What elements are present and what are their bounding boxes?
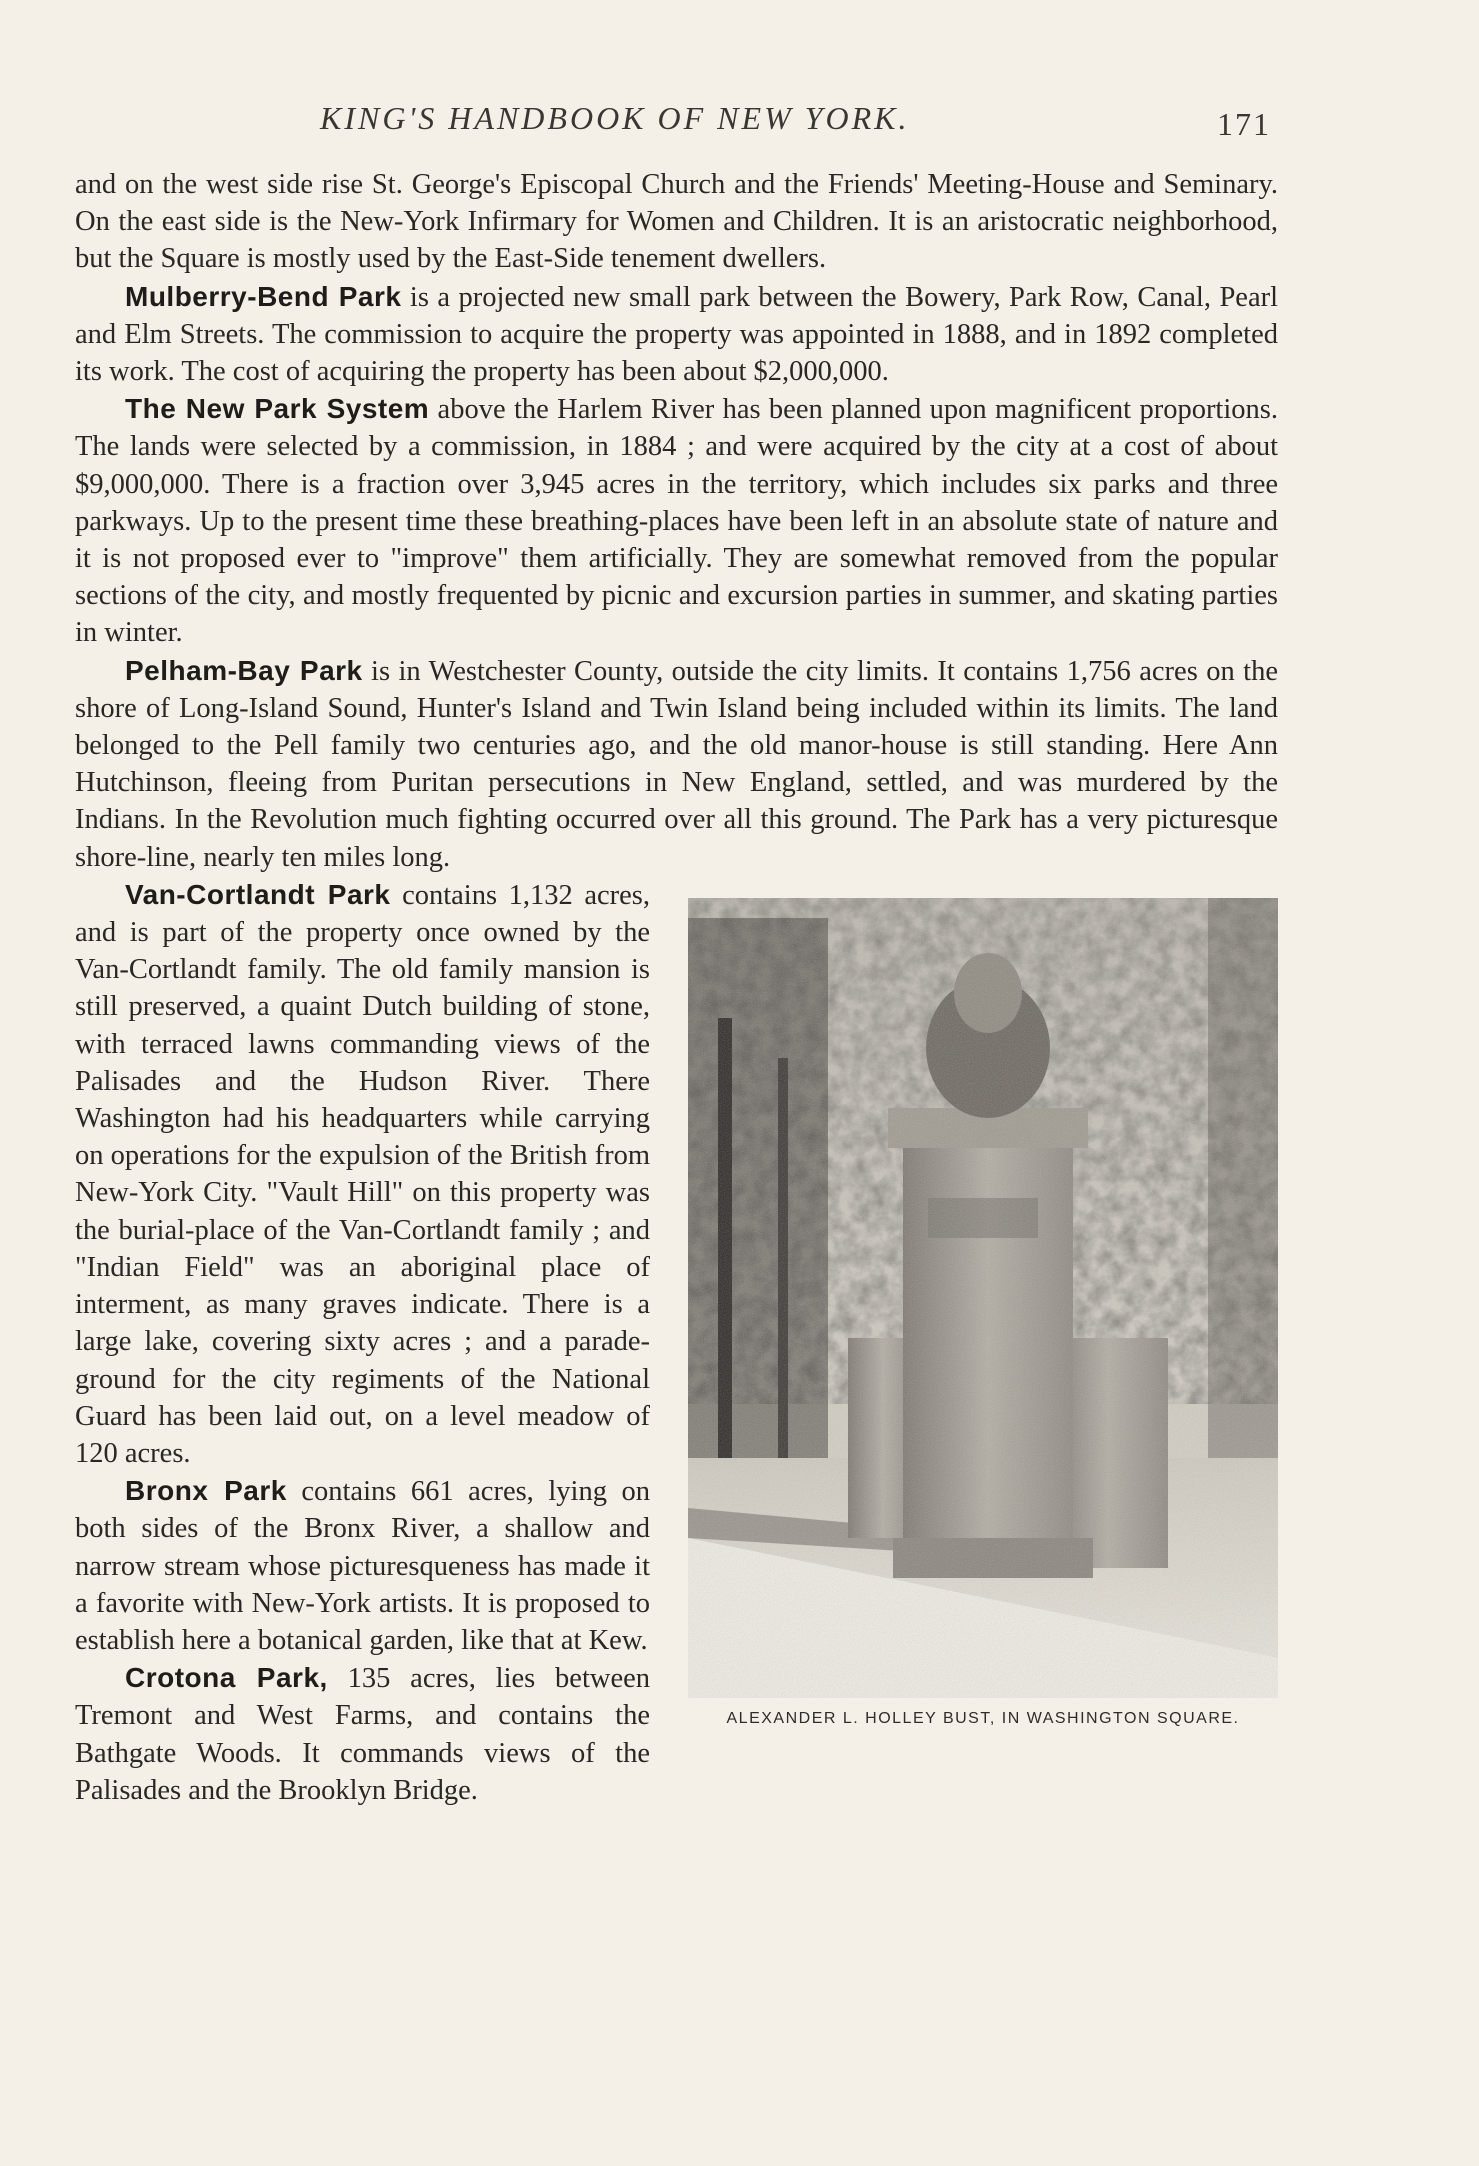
running-header: [0, 100, 1479, 150]
paragraph-van-cortlandt-park: Van-Cortlandt Park contains 1,132 acres, and is part of the property once owned by the Van-Cortlandt family. The old family mansion is still preserved, a quaint Dutch building of stone, with terraced lawns commanding views of the Palisades and the Hudson River. There Washington had his headquarters while carrying on operations for the expulsion of the British from New-York City. "Vault Hill" on this property was the burial-place of the Van-Cortlandt family ; and "Indian Field" was an aboriginal place of interment, as many graves indicate. There is a large lake, covering sixty acres ; and a parade-ground for the city regiments of the National Guard has been laid out, on a level meadow of 120 acres.: [75, 878, 650, 1469]
section-heading: Van-Cortlandt Park: [125, 878, 391, 910]
halftone-grain: [688, 898, 1278, 1698]
section-heading: Crotona Park,: [125, 1662, 328, 1694]
paragraph-bronx-park: Bronx Park contains 661 acres, lying on both sides of the Bronx River, a shallow and narrow stream whose picturesqueness has made it a favorite with New-York artists. It is proposed to establish here a botanical garden, like that at Kew.: [75, 1475, 650, 1656]
page-number: 171: [1217, 106, 1271, 142]
figure-holley-bust: [688, 898, 1278, 1738]
figure-caption: ALEXANDER L. HOLLEY BUST, IN WASHINGTON SQUARE.: [726, 1709, 1240, 1727]
running-title: KING'S HANDBOOK OF NEW YORK.: [320, 100, 910, 136]
paragraph-washington-square-end: and on the west side rise St. George's Episcopal Church and the Friends' Meeting-House and Seminary. On the east side is the New-York Infirmary for Women and Children. It is an aristocratic neighborhood, but the Square is mostly used by the East-Side tenement dwellers.: [75, 169, 1278, 275]
paragraph-new-park-system: The New Park System above the Harlem River has been planned upon magnificent proportions. The lands were selected by a commission, in 1884 ; and were acquired by the city at a cost of about $9,000,000. There is a fraction over 3,945 acres in the territory, which includes six parks and three parkways. Up to the present time these breathing-places have been left in an absolute state of nature and it is not proposed ever to "improve" them artificially. They are somewhat removed from the popular sections of the city, and mostly frequented by picnic and excursion parties in summer, and skating parties in winter.: [75, 393, 1278, 649]
section-heading: Mulberry-Bend Park: [125, 280, 402, 312]
section-heading: The New Park System: [125, 393, 430, 425]
section-heading: Bronx Park: [125, 1475, 287, 1507]
body-text: [75, 166, 1278, 1809]
paragraph-mulberry-bend-park: Mulberry-Bend Park is a projected new small park between the Bowery, Park Row, Canal, Pearl and Elm Streets. The commission to acquire the property was appointed in 1888, and in 1892 completed its work. The cost of acquiring the property has been about $2,000,000.: [75, 280, 1279, 388]
paragraph-crotona-park: Crotona Park, 135 acres, lies between Tremont and West Farms, and contains the Bathgate Woods. It commands views of the Palisades and the Brooklyn Bridge.: [75, 1662, 650, 1806]
section-heading: Pelham-Bay Park: [125, 654, 363, 686]
photo-holley-bust-monument: [688, 898, 1278, 1698]
paragraph-pelham-bay-park: Pelham-Bay Park is in Westchester County, outside the city limits. It contains 1,756 acres on the shore of Long-Island Sound, Hunter's Island and Twin Island being included within its limits. The land belonged to the Pell family two centuries ago, and the old manor-house is still standing. Here Ann Hutchinson, fleeing from Puritan persecutions in New England, settled, and was murdered by the Indians. In the Revolution much fighting occurred over all this ground. The Park has a very picturesque shore-line, nearly ten miles long.: [75, 654, 1278, 873]
